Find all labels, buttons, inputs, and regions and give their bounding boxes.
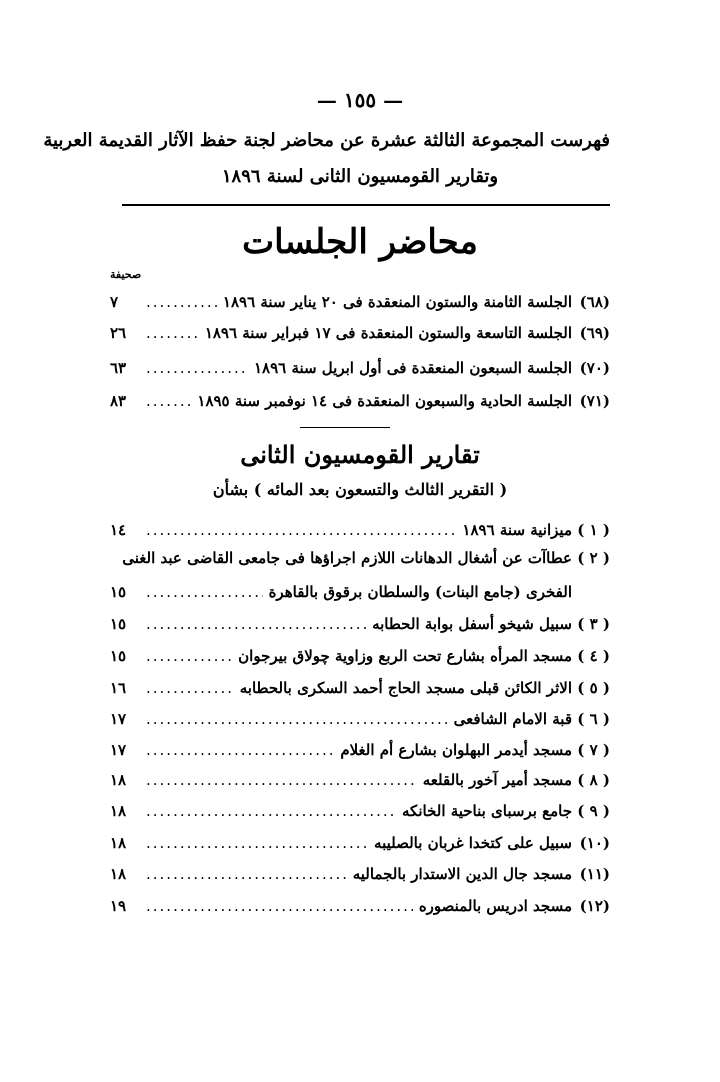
report-entry: [110, 797, 610, 825]
entry-number: (١٢): [579, 897, 610, 915]
entry-number: (١١): [579, 865, 610, 883]
entry-number: ( ٢ ): [577, 549, 610, 567]
report-entry: [110, 544, 610, 572]
entry-title: سبيل شيخو أسفل بوابة الحطابه: [372, 615, 572, 633]
leader-dots: [146, 324, 199, 342]
entry-number: (٦٩): [579, 324, 610, 342]
entry-title: مسجد ادريس بالمنصوره: [418, 897, 572, 915]
leader-dots: [146, 897, 413, 915]
leader-dots: [146, 710, 448, 728]
report-entry: [110, 610, 610, 638]
entry-page: ١٧: [110, 741, 127, 759]
entry-page: ١٥: [110, 647, 127, 665]
entry-number: ( ٣ ): [577, 615, 610, 633]
entry-title: الجلسة التاسعة والستون المنعقدة فى ١٧ فبراير سنة ١٨٩٦: [204, 324, 572, 342]
minutes-entry: [110, 387, 610, 415]
entry-page: ١٧: [110, 710, 127, 728]
entry-page: ١٨: [110, 834, 127, 852]
entry-title: الجلسة الثامنة والستون المنعقدة فى ٢٠ يناير سنة ١٨٩٦: [222, 293, 572, 311]
leader-dots: [146, 392, 191, 410]
page-column-label: صحيفة: [110, 268, 142, 281]
report-entry: [110, 674, 610, 702]
leader-dots: [146, 647, 232, 665]
entry-title: مسجد المرأه بشارع تحت الربع وزاوية چولاق بيرجوان: [238, 647, 572, 665]
leader-dots: [146, 583, 263, 601]
entry-page: ١٥: [110, 615, 127, 633]
report-entry: [110, 860, 610, 888]
header-line-2: وتقارير القومسيون الثانى لسنة ١٨٩٦: [221, 166, 499, 187]
entry-title: قبة الامام الشافعى: [453, 710, 572, 728]
entry-title: مسجد جال الدين الاستدار بالجماليه: [352, 865, 572, 883]
minutes-entry: [110, 319, 610, 347]
report-entry: [110, 642, 610, 670]
entry-title: الجلسة السبعون المنعقدة فى أول ابريل سنة ١٨٩٦: [253, 359, 572, 377]
entry-title: ميزانية سنة ١٨٩٦: [462, 521, 572, 539]
entry-number: (٦٨): [579, 293, 610, 311]
entry-number: ( ٥ ): [577, 679, 610, 697]
entry-title: مسجد أيدمر البهلوان بشارع أم الغلام: [340, 741, 572, 759]
leader-dots: [146, 521, 456, 539]
entry-page: ١٨: [110, 771, 127, 789]
entry-page: ١٥: [110, 583, 127, 601]
reports-title: تقارير القومسيون الثانى: [240, 440, 480, 469]
report-entry: [110, 516, 610, 544]
entry-number: (٧١): [579, 392, 610, 410]
report-entry-continuation: [110, 578, 610, 606]
entry-number: (١٠): [579, 834, 610, 852]
entry-number: ( ٩ ): [577, 802, 610, 820]
section-divider: [300, 427, 390, 428]
minutes-entry: [110, 288, 610, 316]
header-line-1: فهرست المجموعة الثالثة عشرة عن محاضر لجنة حفظ الآثار القديمة العربية: [43, 130, 610, 151]
entry-page: ١٨: [110, 865, 127, 883]
entry-page: ١٦: [110, 679, 127, 697]
entry-number: ( ٨ ): [577, 771, 610, 789]
report-entry: [110, 829, 610, 857]
minutes-title: محاضر الجلسات: [242, 222, 478, 262]
reports-subtitle: ( التقرير الثالث والتسعون بعد المائه ) بشأن: [212, 480, 508, 499]
header-divider: [122, 204, 610, 206]
entry-title: عطاآت عن أشغال الدهانات اللازم اجراؤها فى جامعى القاضى عبد الغنى: [122, 549, 572, 567]
report-entry: [110, 705, 610, 733]
entry-title: الجلسة الحادية والسبعون المنعقدة فى ١٤ نوفمبر سنة ١٨٩٥: [197, 392, 572, 410]
entry-number: ( ٦ ): [577, 710, 610, 728]
entry-page: ١٤: [110, 521, 127, 539]
report-entry: [110, 736, 610, 764]
entry-number: ( ٤ ): [577, 647, 610, 665]
minutes-entry: [110, 354, 610, 382]
entry-number: ( ١ ): [577, 521, 610, 539]
entry-title: الفخرى (جامع البنات) والسلطان برقوق بالقاهرة: [268, 583, 572, 601]
entry-number: ( ٧ ): [577, 741, 610, 759]
leader-dots: [146, 771, 417, 789]
entry-page: ٢٦: [110, 324, 127, 342]
leader-dots: [146, 359, 248, 377]
entry-title: سبيل على كتخدا غربان بالصليبه: [374, 834, 572, 852]
leader-dots: [146, 834, 368, 852]
entry-page: ١٩: [110, 897, 127, 915]
entry-page: ١٨: [110, 802, 127, 820]
entry-title: مسجد أمير آخور بالقلعه: [422, 771, 572, 789]
leader-dots: [146, 865, 347, 883]
entry-title: الاثر الكائن قبلى مسجد الحاج أحمد السكرى بالحطابه: [239, 679, 572, 697]
entry-title: جامع برسباى بناحية الخانكه: [402, 802, 572, 820]
leader-dots: [146, 293, 217, 311]
entry-number: (٧٠): [579, 359, 610, 377]
entry-page: ٨٣: [110, 392, 127, 410]
leader-dots: [146, 679, 234, 697]
leader-dots: [146, 615, 366, 633]
leader-dots: [146, 741, 334, 759]
entry-page: ٦٣: [110, 359, 127, 377]
toc-page: [43, 0, 610, 1082]
leader-dots: [146, 802, 396, 820]
report-entry: [110, 892, 610, 920]
page-number: — ١٥٥ —: [316, 88, 404, 112]
entry-page: ٧: [110, 293, 119, 311]
report-entry: [110, 766, 610, 794]
